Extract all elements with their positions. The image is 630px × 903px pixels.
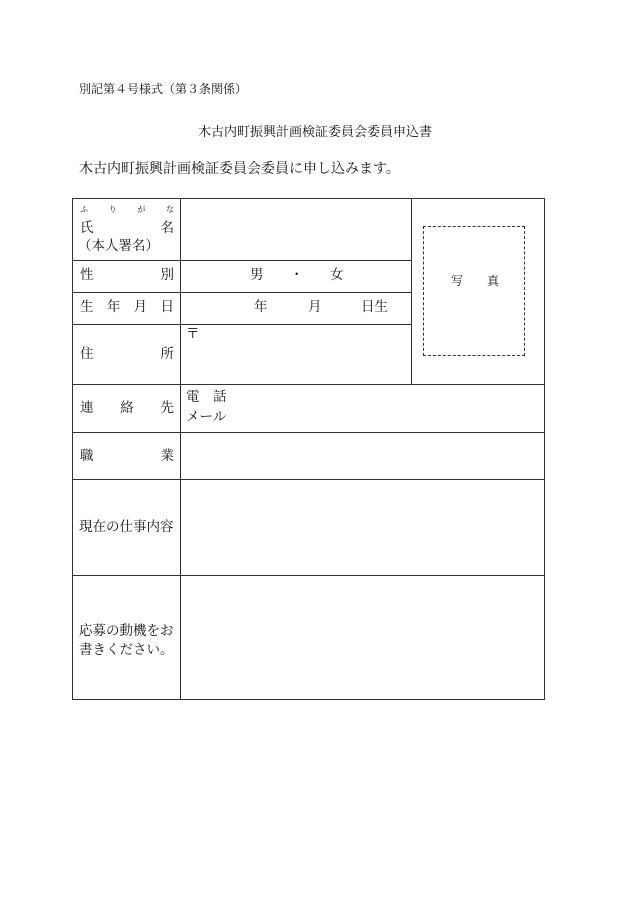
photo-label-2: 真 — [487, 274, 500, 288]
row-divider — [72, 384, 545, 385]
birth-year-unit: 年 — [254, 299, 268, 315]
row-divider — [72, 432, 545, 433]
address-label: 住 所 — [80, 346, 174, 362]
birth-month-unit: 月 — [308, 299, 322, 315]
photo-label-1: 写 — [451, 274, 464, 288]
application-form-table — [72, 198, 545, 700]
email-label: メール — [186, 409, 227, 425]
document-title: 木古内町振興計画検証委員会委員申込書 — [197, 125, 432, 140]
signature-note: （本人署名） — [78, 238, 159, 254]
current-job-label: 現在の仕事内容 — [79, 519, 174, 535]
table-border-bottom — [72, 699, 545, 700]
table-border-right — [544, 198, 545, 700]
table-border-top — [72, 198, 545, 199]
label-column-divider — [180, 198, 181, 700]
occupation-label: 職 業 — [80, 448, 174, 464]
row-divider — [72, 575, 545, 576]
row-divider — [72, 292, 411, 293]
intro-text: 木古内町振興計画検証委員会委員に申し込みます。 — [79, 161, 400, 177]
motivation-label-line2: 書きください。 — [79, 642, 174, 658]
birthdate-label: 生 年 月 日 — [80, 299, 174, 315]
phone-label: 電 話 — [186, 389, 227, 405]
contact-label: 連 絡 先 — [80, 400, 174, 416]
name-field[interactable] — [184, 202, 408, 257]
gender-female-option[interactable]: 女 — [330, 267, 344, 283]
gender-separator: ・ — [290, 267, 304, 283]
motivation-label-line1: 応募の動機をお — [79, 623, 174, 639]
photo-placeholder — [423, 226, 525, 356]
photo-column-divider — [411, 198, 412, 384]
birth-day-unit: 日生 — [361, 299, 388, 315]
postal-mark: 〒 — [186, 326, 200, 342]
row-divider — [72, 260, 411, 261]
gender-label: 性 別 — [80, 267, 174, 283]
row-divider — [72, 479, 545, 480]
form-number: 別記第４号様式（第３条関係） — [79, 82, 248, 96]
gender-male-option[interactable]: 男 — [250, 267, 264, 283]
name-label: 氏 名 — [80, 220, 174, 236]
row-divider — [72, 324, 411, 325]
furigana-label: ふ り が な — [80, 205, 174, 214]
table-border-left — [72, 198, 73, 700]
